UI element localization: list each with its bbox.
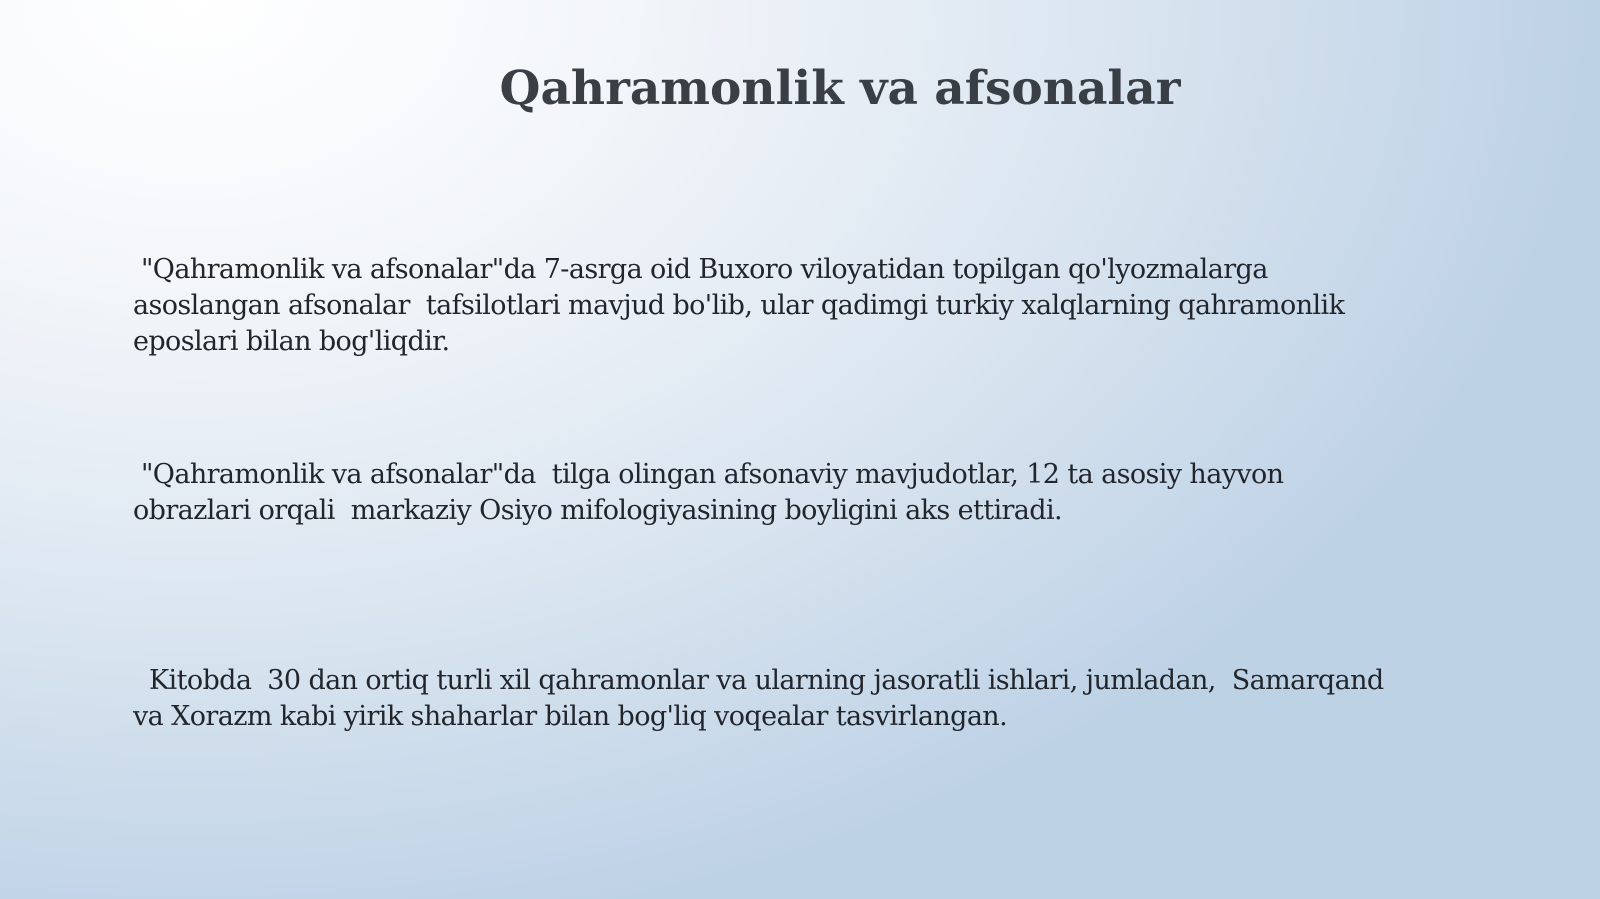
paragraph-heroes-cities: Kitobda 30 dan ortiq turli xil qahramonlar va ularning jasoratli ishlari, jumladan, Samarqand va Xorazm kabi yirik shaharlar bilan bog'liq voqealar tasvirlangan. [133,665,1384,732]
slide-title: Qahramonlik va afsonalar [499,61,1181,116]
paragraph-bukhara-manuscripts: "Qahramonlik va afsonalar"da 7-asrga oid Buxoro viloyatidan topilgan qo'lyozmalarga asoslangan afsonalar tafsilotlari mavjud bo'lib, ular qadimgi turkiy xalqlarning qahramonlik eposlari bilan bog'liqdir. [133,254,1345,357]
paragraph-mythical-creatures: "Qahramonlik va afsonalar"da tilga olingan afsonaviy mavjudotlar, 12 ta asosiy hayvon obrazlari orqali markaziy Osiyo mifologiyasining boyligini aks ettiradi. [133,459,1284,526]
